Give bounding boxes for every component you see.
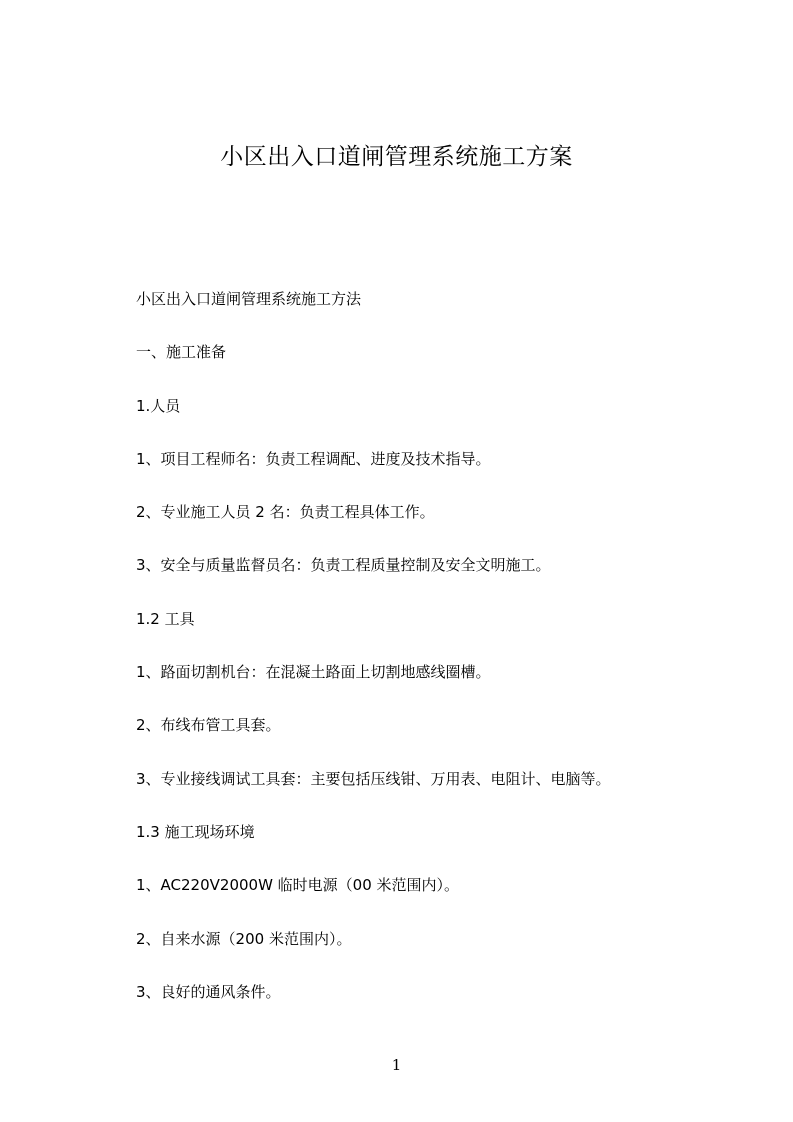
list-item: 3、良好的通风条件。 <box>136 982 281 1001</box>
list-item: 2、专业施工人员 2 名：负责工程具体工作。 <box>136 503 435 522</box>
section-heading: 一、施工准备 <box>136 343 227 362</box>
subsection-heading: 1.2 工具 <box>136 609 195 628</box>
list-item: 2、布线布管工具套。 <box>136 716 281 735</box>
list-item: 3、专业接线调试工具套：主要包括压线钳、万用表、电阻计、电脑等。 <box>136 769 611 788</box>
list-item: 1、项目工程师名：负责工程调配、进度及技术指导。 <box>136 449 491 468</box>
list-item: 3、安全与质量监督员名：负责工程质量控制及安全文明施工。 <box>136 556 551 575</box>
list-item: 2、自来水源（200 米范围内）。 <box>136 929 352 948</box>
document-body <box>136 286 756 1032</box>
document-title: 小区出入口道闸管理系统施工方案 <box>220 144 573 170</box>
list-item: 1、路面切割机台：在混凝土路面上切割地感线圈槽。 <box>136 663 491 682</box>
section-heading: 小区出入口道闸管理系统施工方法 <box>136 290 362 308</box>
page-number: 1 <box>391 1056 402 1074</box>
list-item: 1、AC220V2000W 临时电源（00 米范围内）。 <box>136 876 460 895</box>
subsection-heading: 1.人员 <box>136 396 181 415</box>
subsection-heading: 1.3 施工现场环境 <box>136 822 255 841</box>
